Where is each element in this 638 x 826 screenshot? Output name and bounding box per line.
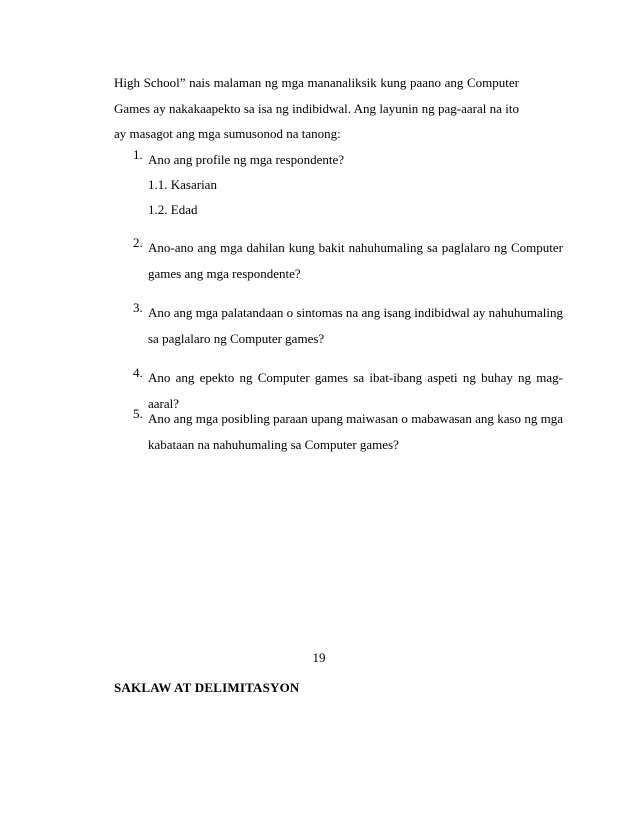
item-text: Ano-ano ang mga dahilan kung bakit nahuhumaling sa paglalaro ng Computer games ang mga respondente? bbox=[148, 240, 563, 281]
sub-item: 1.2. Edad bbox=[148, 202, 198, 217]
item-number: 1. bbox=[133, 147, 143, 162]
item-text: Ano ang mga palatandaan o sintomas na ang isang indibidwal ay nahuhumaling sa paglalaro ng Computer games? bbox=[148, 305, 563, 346]
item-number: 4. bbox=[133, 365, 143, 380]
intro-paragraph: High School” nais malaman ng mga mananaliksik kung paano ang Computer Games ay nakakaapekto sa isa ng indibidwal. Ang layunin ng pag-aaral na ito ay masagot ang mga sumusonod na tanong: bbox=[114, 75, 519, 141]
sub-item: 1.1. Kasarian bbox=[148, 177, 217, 192]
item-text: Ano ang profile ng mga respondente? bbox=[148, 152, 345, 167]
item-text: Ano ang epekto ng Computer games sa ibat-ibang aspeti ng buhay ng mag-aaral? bbox=[148, 370, 563, 411]
section-heading: SAKLAW AT DELIMITASYON bbox=[114, 680, 300, 695]
page-number: 19 bbox=[312, 650, 326, 665]
item-text: Ano ang mga posibling paraan upang maiwasan o mabawasan ang kaso ng mga kabataan na nahuhumaling sa Computer games? bbox=[148, 411, 563, 452]
item-number: 3. bbox=[133, 300, 143, 315]
item-number: 5. bbox=[133, 406, 143, 421]
item-number: 2. bbox=[133, 235, 143, 250]
